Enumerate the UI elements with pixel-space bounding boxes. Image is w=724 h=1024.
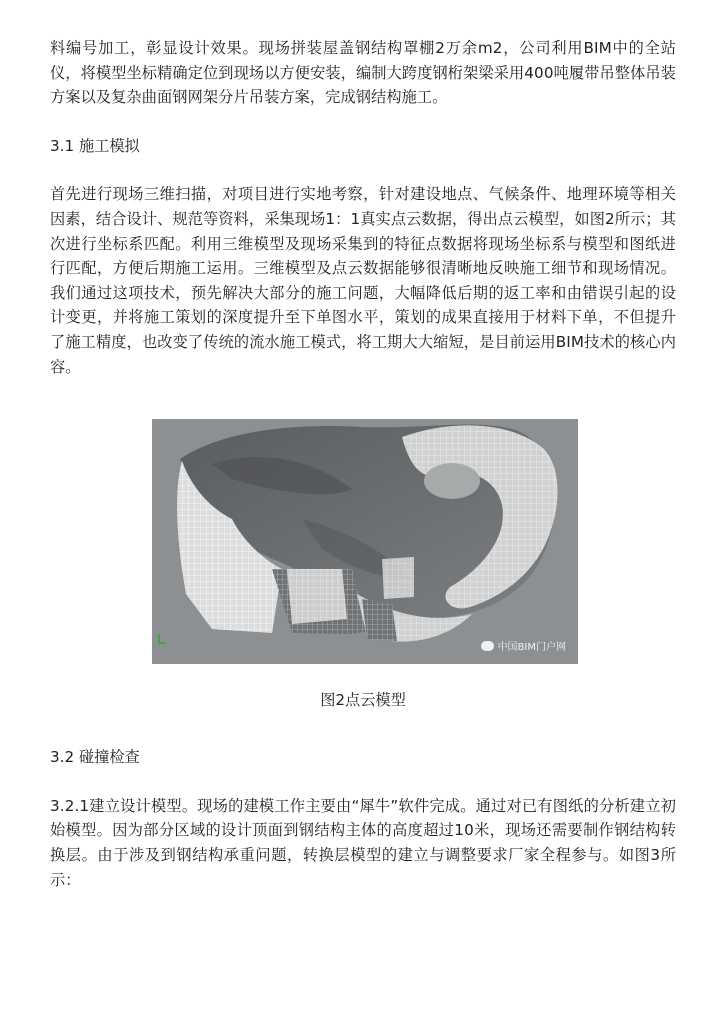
point-cloud-figure <box>152 419 578 664</box>
wechat-icon <box>481 641 494 651</box>
axis-icon <box>158 634 166 644</box>
paragraph-intro: 料编号加工，彰显设计效果。现场拼装屋盖钢结构罩棚2万余m2，公司利用BIM中的全站仪，将模型坐标精确定位到现场以方便安装，编制大跨度钢桁架梁采用400吨履带吊整体吊装方案以及复杂曲面钢网架分片吊装方案，完成钢结构施工。 <box>50 39 676 107</box>
paragraph-simulation: 首先进行现场三维扫描，对项目进行实地考察，针对建设地点、气候条件、地理环境等相关因素，结合设计、规范等资料，采集现场1：1真实点云数据，得出点云模型，如图2所示；其次进行坐标系匹配。利用三维模型及现场采集到的特征点数据将现场坐标系与模型和图纸进行匹配，方便后期施工运用。三维模型及点云数据能够很清晰地反映施工细节和现场情况。我们通过这项技术，预先解决大部分的施工问题，大幅降低后期的返工率和由错误引起的设计变更，并将施工策划的深度提升至下单图水平，策划的成果直接用于材料下单，不但提升了施工精度，也改变了传统的流水施工模式，将工期大大缩短，是目前运用BIM技术的核心内容。 <box>50 185 676 376</box>
paragraph-design-model: 3.2.1建立设计模型。现场的建模工作主要由“犀牛”软件完成。通过对已有图纸的分析建立初始模型。因为部分区域的设计顶面到钢结构主体的高度超过10米，现场还需要制作钢结构转换层。由于涉及到钢结构承重问题，转换层模型的建立与调整要求厂家全程参与。如图3所示： <box>50 796 676 889</box>
image-watermark <box>481 638 566 653</box>
point-cloud-building-image <box>152 419 578 664</box>
section-heading-construction-simulation: 3.1 施工模拟 <box>50 136 140 155</box>
watermark-text: 中国BIM门户网 <box>497 642 566 654</box>
section-heading-collision-check: 3.2 碰撞检查 <box>50 748 140 767</box>
figure-caption: 图2点云模型 <box>320 691 406 710</box>
document-page <box>50 36 676 892</box>
